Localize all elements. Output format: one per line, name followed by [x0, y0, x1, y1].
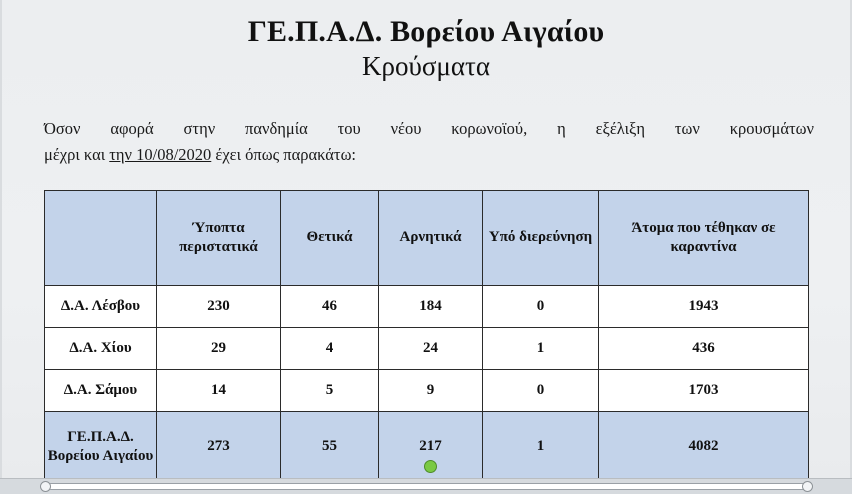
- table-corner-cell: [45, 191, 157, 286]
- cell-samos-pending: 0: [483, 370, 599, 412]
- cell-lesvos-quarantine: 1943: [599, 286, 809, 328]
- cell-total-positive: 55: [281, 412, 379, 483]
- cell-total-suspected: 273: [157, 412, 281, 483]
- table-row: [45, 370, 809, 412]
- cell-lesvos-suspected: 230: [157, 286, 281, 328]
- cell-total-quarantine: 4082: [599, 412, 809, 483]
- horizontal-scrollbar[interactable]: [48, 483, 806, 490]
- table-header-cell-1: Ύποπτα περιστατικά: [157, 191, 281, 286]
- cell-chios-negative: 24: [379, 328, 483, 370]
- table-header-cell-4: Υπό διερεύνηση: [483, 191, 599, 286]
- intro-paragraph: [44, 116, 814, 167]
- cell-chios-quarantine: 436: [599, 328, 809, 370]
- cell-chios-pending: 1: [483, 328, 599, 370]
- intro-suffix: έχει όπως παρακάτω:: [211, 144, 357, 164]
- table-body: [45, 286, 809, 483]
- cell-lesvos-pending: 0: [483, 286, 599, 328]
- row-label-chios: Δ.Α. Χίου: [45, 328, 157, 370]
- cell-lesvos-negative: 184: [379, 286, 483, 328]
- cell-samos-positive: 5: [281, 370, 379, 412]
- cell-samos-negative: 9: [379, 370, 483, 412]
- intro-date: την 10/08/2020: [109, 144, 212, 164]
- table-header-cell-5: Άτομα που τέθηκαν σε καραντίνα: [599, 191, 809, 286]
- intro-prefix: μέχρι και: [44, 144, 110, 164]
- table-row: [45, 286, 809, 328]
- scroll-right-button[interactable]: [802, 481, 813, 492]
- slide-title: [0, 14, 852, 83]
- cell-samos-suspected: 14: [157, 370, 281, 412]
- rotation-handle[interactable]: [424, 460, 437, 473]
- cell-samos-quarantine: 1703: [599, 370, 809, 412]
- table-header: [45, 191, 809, 286]
- table-header-cell-3: Αρνητικά: [379, 191, 483, 286]
- title-secondary: Κρούσματα: [361, 51, 490, 82]
- intro-line-2: [44, 142, 814, 168]
- cell-chios-positive: 4: [281, 328, 379, 370]
- table-header-row: [45, 191, 809, 286]
- title-primary: ΓΕ.Π.Α.Δ. Βορείου Αιγαίου: [247, 15, 605, 48]
- cell-chios-suspected: 29: [157, 328, 281, 370]
- cell-total-negative: 217: [379, 412, 483, 483]
- row-label-total: ΓΕ.Π.Α.Δ. Βορείου Αιγαίου: [45, 412, 157, 483]
- table-header-cell-2: Θετικά: [281, 191, 379, 286]
- scroll-left-button[interactable]: [40, 481, 51, 492]
- cell-total-pending: 1: [483, 412, 599, 483]
- cell-lesvos-positive: 46: [281, 286, 379, 328]
- row-label-lesvos: Δ.Α. Λέσβου: [45, 286, 157, 328]
- table-row: [45, 328, 809, 370]
- row-label-samos: Δ.Α. Σάμου: [45, 370, 157, 412]
- intro-line-1: Όσον αφορά στην πανδημία του νέου κορωνοϊού, η εξέλιξη των κρουσμάτων: [44, 119, 814, 138]
- cases-table: [44, 190, 809, 483]
